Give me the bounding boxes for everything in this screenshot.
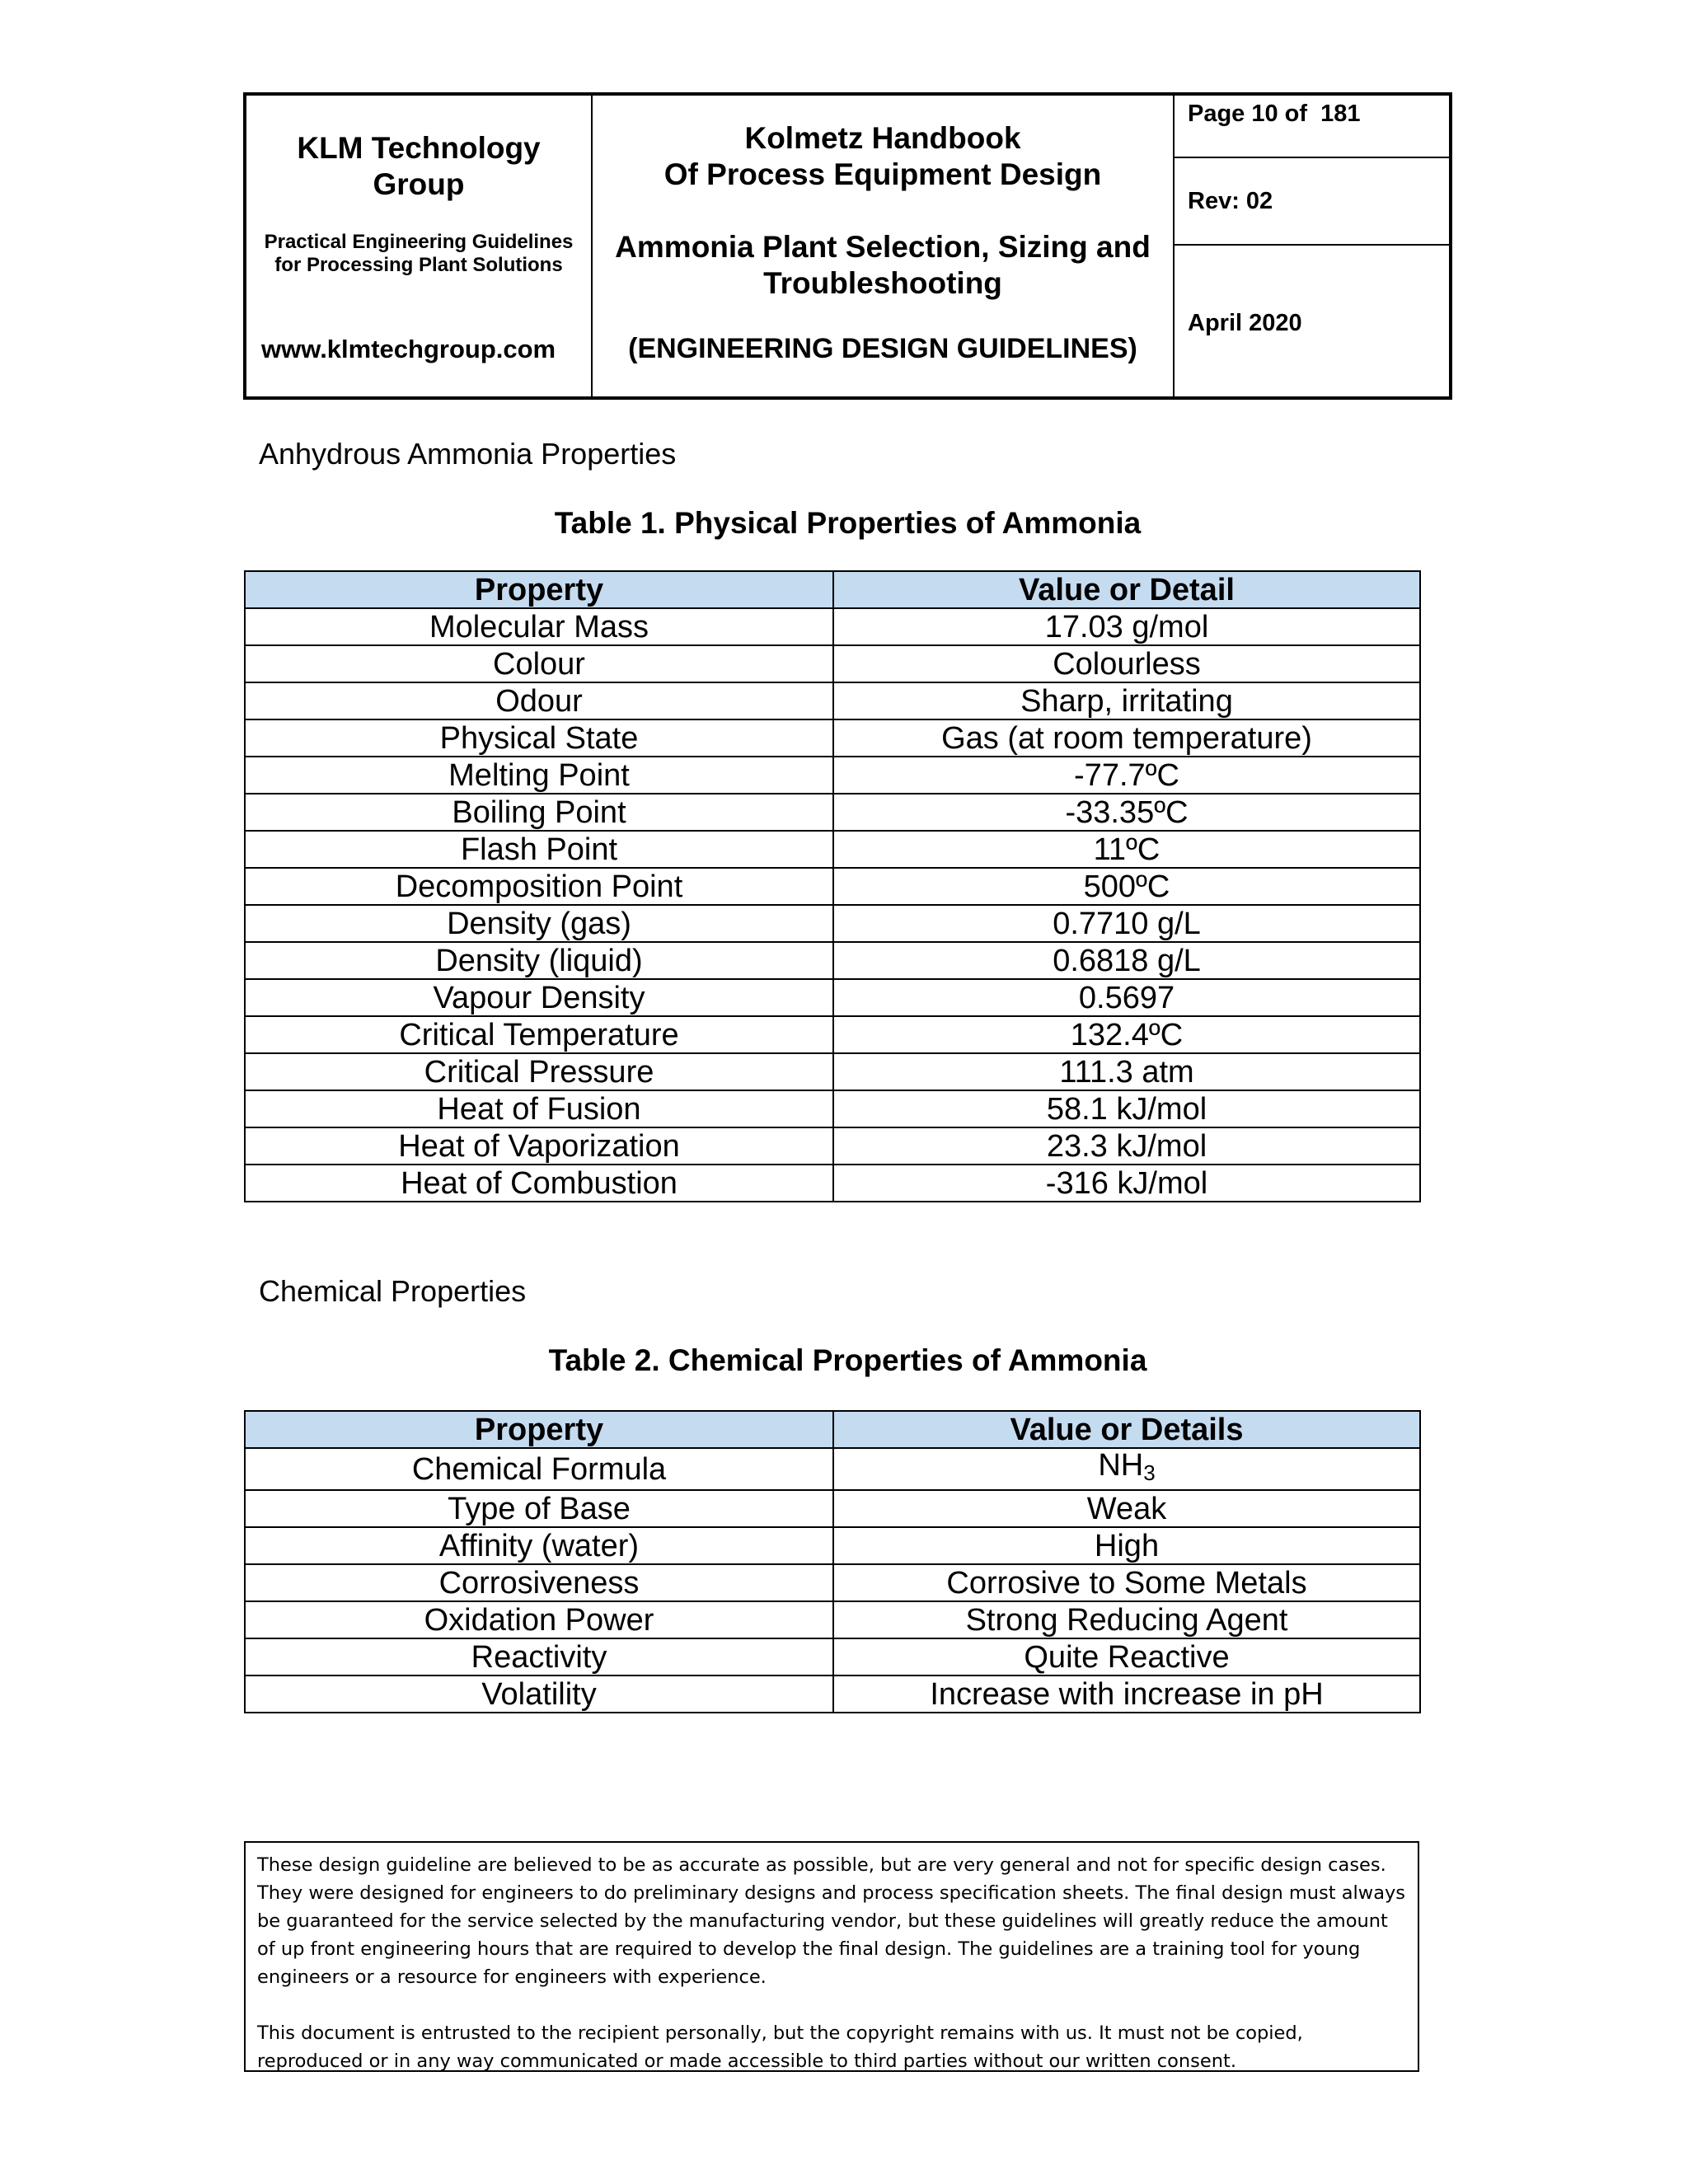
formula-base: NH bbox=[1098, 1448, 1144, 1483]
property-value: Corrosive to Some Metals bbox=[833, 1564, 1420, 1601]
property-value: 11ºC bbox=[833, 831, 1420, 868]
table-row bbox=[245, 1448, 1420, 1490]
table-row bbox=[245, 645, 1420, 682]
handbook-title bbox=[593, 120, 1173, 193]
property-value: 23.3 kJ/mol bbox=[833, 1127, 1420, 1165]
property-value: 500ºC bbox=[833, 868, 1420, 905]
table-row bbox=[245, 1490, 1420, 1527]
table-row bbox=[245, 1016, 1420, 1053]
chemical-properties-table bbox=[244, 1410, 1421, 1713]
table-header-row bbox=[245, 571, 1420, 608]
property-name: Heat of Combustion bbox=[245, 1165, 833, 1202]
property-name: Boiling Point bbox=[245, 794, 833, 831]
property-name: Flash Point bbox=[245, 831, 833, 868]
company-tagline: Practical Engineering Guidelines for Processing Plant Solutions bbox=[264, 231, 574, 276]
table-row bbox=[245, 794, 1420, 831]
property-value: 0.7710 g/L bbox=[833, 905, 1420, 942]
company-website[interactable]: www.klmtechgroup.com bbox=[261, 335, 556, 363]
table-row bbox=[245, 1564, 1420, 1601]
handbook-title-line2: Of Process Equipment Design bbox=[663, 157, 1102, 191]
handbook-title-line1: Kolmetz Handbook bbox=[744, 121, 1021, 155]
table-row bbox=[245, 1165, 1420, 1202]
property-name: Density (liquid) bbox=[245, 942, 833, 979]
property-value: 58.1 kJ/mol bbox=[833, 1090, 1420, 1127]
property-name: Decomposition Point bbox=[245, 868, 833, 905]
column-header-value: Value or Details bbox=[833, 1411, 1420, 1448]
property-name: Chemical Formula bbox=[245, 1448, 833, 1490]
property-value: Weak bbox=[833, 1490, 1420, 1527]
column-header-value: Value or Detail bbox=[833, 571, 1420, 608]
property-name: Density (gas) bbox=[245, 905, 833, 942]
disclaimer-box bbox=[244, 1841, 1419, 2072]
property-name: Melting Point bbox=[245, 757, 833, 794]
property-value: Increase with increase in pH bbox=[833, 1675, 1420, 1713]
table-row bbox=[245, 905, 1420, 942]
table-row bbox=[245, 1053, 1420, 1090]
page-number: Page 10 of 181 bbox=[1175, 96, 1449, 158]
property-name: Oxidation Power bbox=[245, 1601, 833, 1638]
property-name: Heat of Vaporization bbox=[245, 1127, 833, 1165]
header-company-cell bbox=[246, 96, 593, 396]
table-row bbox=[245, 831, 1420, 868]
property-name: Vapour Density bbox=[245, 979, 833, 1016]
table-row bbox=[245, 1527, 1420, 1564]
property-value: 0.6818 g/L bbox=[833, 942, 1420, 979]
section-title-chemical: Chemical Properties bbox=[259, 1274, 527, 1308]
column-header-property: Property bbox=[245, 571, 833, 608]
physical-properties-table bbox=[244, 570, 1421, 1202]
table-row bbox=[245, 682, 1420, 719]
disclaimer-paragraph-2: This document is entrusted to the recipient personally, but the copyright remains with us. It must not be copied, reproduced or in any way communicated or made accessible to third parties without our written consent. bbox=[257, 2022, 1303, 2072]
property-value bbox=[833, 1448, 1420, 1490]
company-name: KLM Technology Group bbox=[297, 131, 541, 201]
property-value: 111.3 atm bbox=[833, 1053, 1420, 1090]
section-title-anhydrous: Anhydrous Ammonia Properties bbox=[259, 437, 677, 471]
table-row bbox=[245, 608, 1420, 645]
document-subject-line2: Troubleshooting bbox=[763, 266, 1002, 300]
property-value: -77.7ºC bbox=[833, 757, 1420, 794]
property-name: Physical State bbox=[245, 719, 833, 757]
property-name: Colour bbox=[245, 645, 833, 682]
property-name: Critical Pressure bbox=[245, 1053, 833, 1090]
property-value: High bbox=[833, 1527, 1420, 1564]
header-meta-cell bbox=[1175, 96, 1449, 396]
table-row bbox=[245, 1090, 1420, 1127]
property-value: 17.03 g/mol bbox=[833, 608, 1420, 645]
guidelines-label: (ENGINEERING DESIGN GUIDELINES) bbox=[628, 333, 1137, 364]
property-name: Affinity (water) bbox=[245, 1527, 833, 1564]
property-value: Strong Reducing Agent bbox=[833, 1601, 1420, 1638]
document-subject-line1: Ammonia Plant Selection, Sizing and bbox=[615, 230, 1151, 264]
header-title-cell bbox=[593, 96, 1175, 396]
table2-caption: Table 2. Chemical Properties of Ammonia bbox=[548, 1343, 1147, 1377]
property-value: 132.4ºC bbox=[833, 1016, 1420, 1053]
document-header bbox=[243, 92, 1452, 400]
property-name: Volatility bbox=[245, 1675, 833, 1713]
property-name: Corrosiveness bbox=[245, 1564, 833, 1601]
document-date: April 2020 bbox=[1188, 310, 1302, 336]
property-name: Reactivity bbox=[245, 1638, 833, 1675]
table-header-row bbox=[245, 1411, 1420, 1448]
property-value: -316 kJ/mol bbox=[833, 1165, 1420, 1202]
table-row bbox=[245, 1601, 1420, 1638]
table-row bbox=[245, 1675, 1420, 1713]
property-name: Heat of Fusion bbox=[245, 1090, 833, 1127]
formula-subscript: 3 bbox=[1143, 1460, 1156, 1485]
disclaimer-paragraph-1: These design guideline are believed to be as accurate as possible, but are very general and not for specific design cases. They were designed for engineers to do preliminary designs and process specification sheets. The final design must always be guaranteed for the service selected by the manufacturing vendor, but these guidelines will greatly reduce the amount of up front engineering hours that are required to develop the final design. The guidelines are a training tool for young engineers or a resource for engineers with experience. bbox=[257, 1854, 1406, 1988]
column-header-property: Property bbox=[245, 1411, 833, 1448]
table-row bbox=[245, 979, 1420, 1016]
table1-caption: Table 1. Physical Properties of Ammonia bbox=[554, 506, 1142, 540]
property-value: Quite Reactive bbox=[833, 1638, 1420, 1675]
table-row bbox=[245, 942, 1420, 979]
property-value: Colourless bbox=[833, 645, 1420, 682]
table-row bbox=[245, 1638, 1420, 1675]
table-row bbox=[245, 868, 1420, 905]
property-value: -33.35ºC bbox=[833, 794, 1420, 831]
property-value: 0.5697 bbox=[833, 979, 1420, 1016]
table-row bbox=[245, 719, 1420, 757]
property-value: Sharp, irritating bbox=[833, 682, 1420, 719]
table-row bbox=[245, 1127, 1420, 1165]
revision: Rev: 02 bbox=[1175, 158, 1449, 246]
table-row bbox=[245, 757, 1420, 794]
property-name: Type of Base bbox=[245, 1490, 833, 1527]
property-value: Gas (at room temperature) bbox=[833, 719, 1420, 757]
property-name: Odour bbox=[245, 682, 833, 719]
property-name: Critical Temperature bbox=[245, 1016, 833, 1053]
document-subject bbox=[593, 229, 1173, 302]
property-name: Molecular Mass bbox=[245, 608, 833, 645]
